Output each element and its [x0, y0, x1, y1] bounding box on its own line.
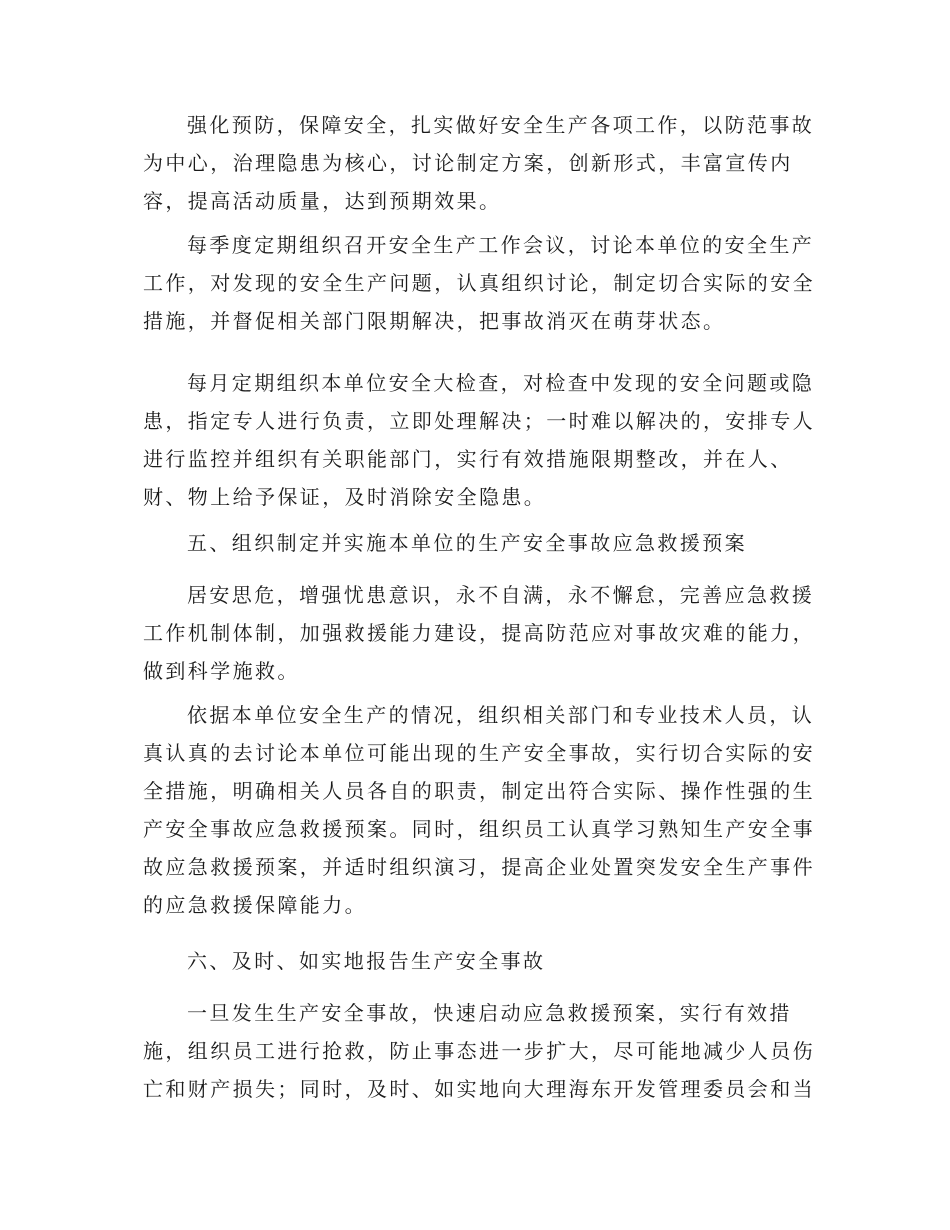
paragraph-line: 进行监控并组织有关职能部门，实行有效措施限期整改，并在人、: [143, 447, 793, 471]
paragraph-line: 居安思危，增强忧患意识，永不自满，永不懈怠，完善应急救援: [187, 583, 815, 607]
paragraph-line: 真认真的去讨论本单位可能出现的生产安全事故，实行切合实际的安: [143, 741, 815, 765]
paragraph-line: 每月定期组织本单位安全大检查，对检查中发现的安全问题或隐: [187, 371, 815, 395]
section-heading-six: [143, 942, 795, 980]
paragraph-line: 施，组织员工进行抢救，防止事态进一步扩大，尽可能地减少人员伤: [143, 1039, 815, 1063]
paragraph-line: 一旦发生生产安全事故，快速启动应急救援预案，实行有效措: [187, 1001, 792, 1025]
paragraph-line: 财、物上给予保证，及时消除安全隐患。: [143, 485, 547, 509]
paragraph-line: 每季度定期组织召开安全生产工作会议，讨论本单位的安全生产: [187, 233, 815, 257]
paragraph-line: 产安全事故应急救援预案。同时，组织员工认真学习熟知生产安全事: [143, 817, 815, 841]
paragraph-line: 为中心，治理隐患为核心，讨论制定方案，创新形式，丰富宣传内: [143, 151, 793, 175]
paragraph-line: 做到科学施救。: [143, 659, 300, 683]
paragraph-emergency-plan: [143, 696, 815, 924]
section-heading-line: 五、组织制定并实施本单位的生产安全事故应急救援预案: [187, 531, 747, 555]
paragraph-line: 患，指定专人进行负责，立即处理解决；一时难以解决的，安排专人: [143, 409, 815, 433]
paragraph-line: 全措施，明确相关人员各自的职责，制定出符合实际、操作性强的生: [143, 779, 815, 803]
section-heading-five: [143, 524, 795, 562]
paragraph-line: 措施，并督促相关部门限期解决，把事故消灭在萌芽状态。: [143, 309, 726, 333]
paragraph-line: 强化预防，保障安全，扎实做好安全生产各项工作，以防范事故: [187, 113, 815, 137]
paragraph-line: 故应急救援预案，并适时组织演习，提高企业处置突发安全生产事件: [143, 855, 815, 879]
paragraph-line: 依据本单位安全生产的情况，组织相关部门和专业技术人员，认: [187, 703, 815, 727]
paragraph-line: 工作，对发现的安全生产问题，认真组织讨论，制定切合实际的安全: [143, 271, 815, 295]
paragraph-strengthen-prevention: [143, 106, 815, 220]
paragraph-quarterly-meeting: [143, 226, 815, 340]
paragraph-line: 工作机制体制，加强救援能力建设，提高防范应对事故灾难的能力，: [143, 621, 815, 645]
paragraph-monthly-inspection: [143, 364, 815, 516]
section-heading-line: 六、及时、如实地报告生产安全事故: [187, 949, 546, 973]
paragraph-accident-report: [143, 994, 815, 1108]
paragraph-preparedness: [143, 576, 815, 690]
paragraph-line: 容，提高活动质量，达到预期效果。: [143, 189, 502, 213]
paragraph-line: 的应急救援保障能力。: [143, 893, 367, 917]
paragraph-line: 亡和财产损失；同时，及时、如实地向大理海东开发管理委员会和当: [143, 1077, 815, 1101]
